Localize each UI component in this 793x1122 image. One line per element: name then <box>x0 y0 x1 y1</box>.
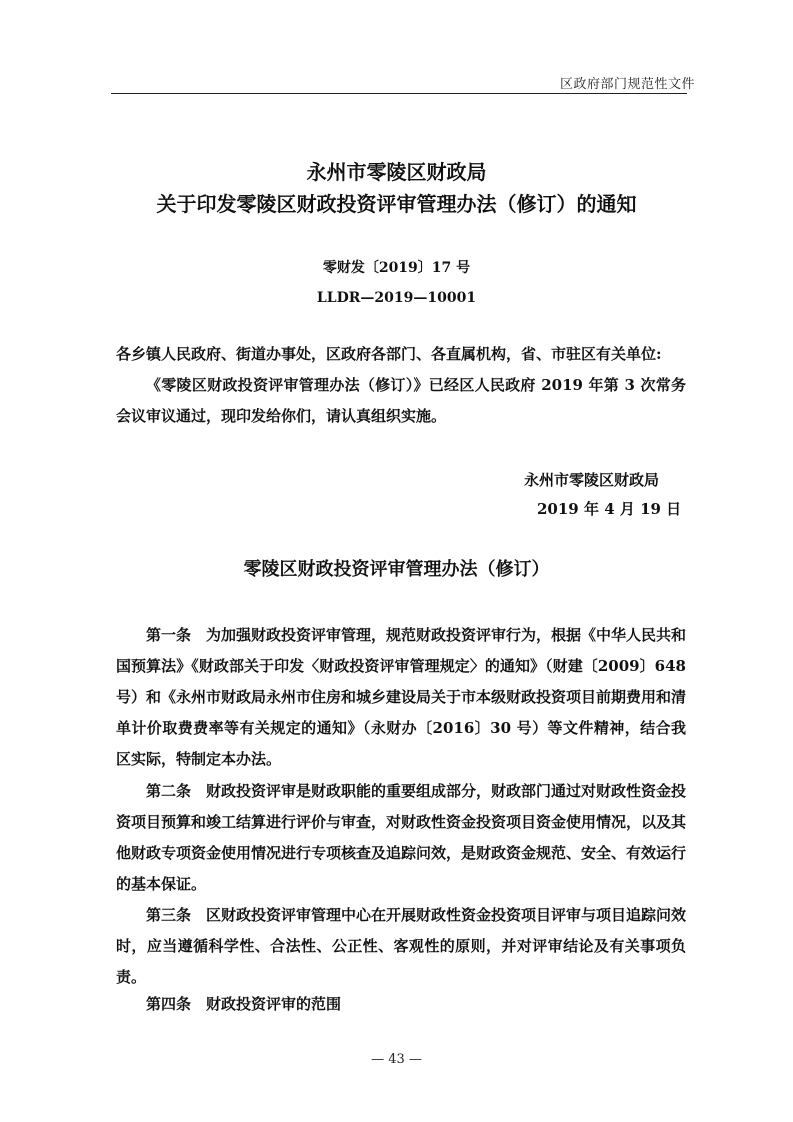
article-2: 第二条 财政投资评审是财政职能的重要组成部分，财政部门通过对财政性资金投资项目预算和竣工结算进行评价与审查，对财政性资金投资项目资金使用情况，以及其他财政专项资金使用情况进行专项核查及追踪问效，是财政资金规范、安全、有效运行的基本保证。 <box>116 782 687 893</box>
notice-title-subject: 关于印发零陵区财政投资评审管理办法（修订）的通知 <box>156 192 637 216</box>
article-3: 第三条 区财政投资评审管理中心在开展财政性资金投资项目评审与项目追踪问效时，应当遵循科学性、合法性、公正性、客观性的原则，并对评审结论及有关事项负责。 <box>116 906 687 986</box>
document-category-label: 区政府部门规范性文件 <box>559 77 695 92</box>
page-number: — 43 — <box>371 1052 422 1067</box>
article-1: 第一条 为加强财政投资评审管理，规范财政投资评审行为，根据《中华人民共和国预算法》《财政部关于印发〈财政投资评审管理规定〉的通知》（财建〔2009〕648 号）和《永州市财政局永州市住房和城乡建设局关于市本级财政投资项目前期费用和清单计价取费费率等有关规定的通知》（永财办〔2016〕30 号）等文件精神，结合我区实际，特制定本办法。 <box>116 626 687 768</box>
header-divider <box>111 93 687 94</box>
addressee-line: 各乡镇人民政府、街道办事处，区政府各部门、各直属机构，省、市驻区有关单位: <box>116 345 662 363</box>
notice-title-issuer: 永州市零陵区财政局 <box>306 160 487 184</box>
article-4: 第四条 财政投资评审的范围 <box>146 995 342 1013</box>
registration-number: LLDR—2019—10001 <box>316 290 477 306</box>
notice-body: 《零陵区财政投资评审管理办法（修订）》已经区人民政府 2019 年第 3 次常务会议审议通过，现印发给你们，请认真组织实施。 <box>116 376 686 425</box>
issue-date: 2019 年 4 月 19 日 <box>537 500 682 518</box>
document-number: 零财发〔2019〕17 号 <box>322 260 471 276</box>
signer: 永州市零陵区财政局 <box>524 471 660 489</box>
measures-title: 零陵区财政投资评审管理办法（修订） <box>243 559 550 580</box>
